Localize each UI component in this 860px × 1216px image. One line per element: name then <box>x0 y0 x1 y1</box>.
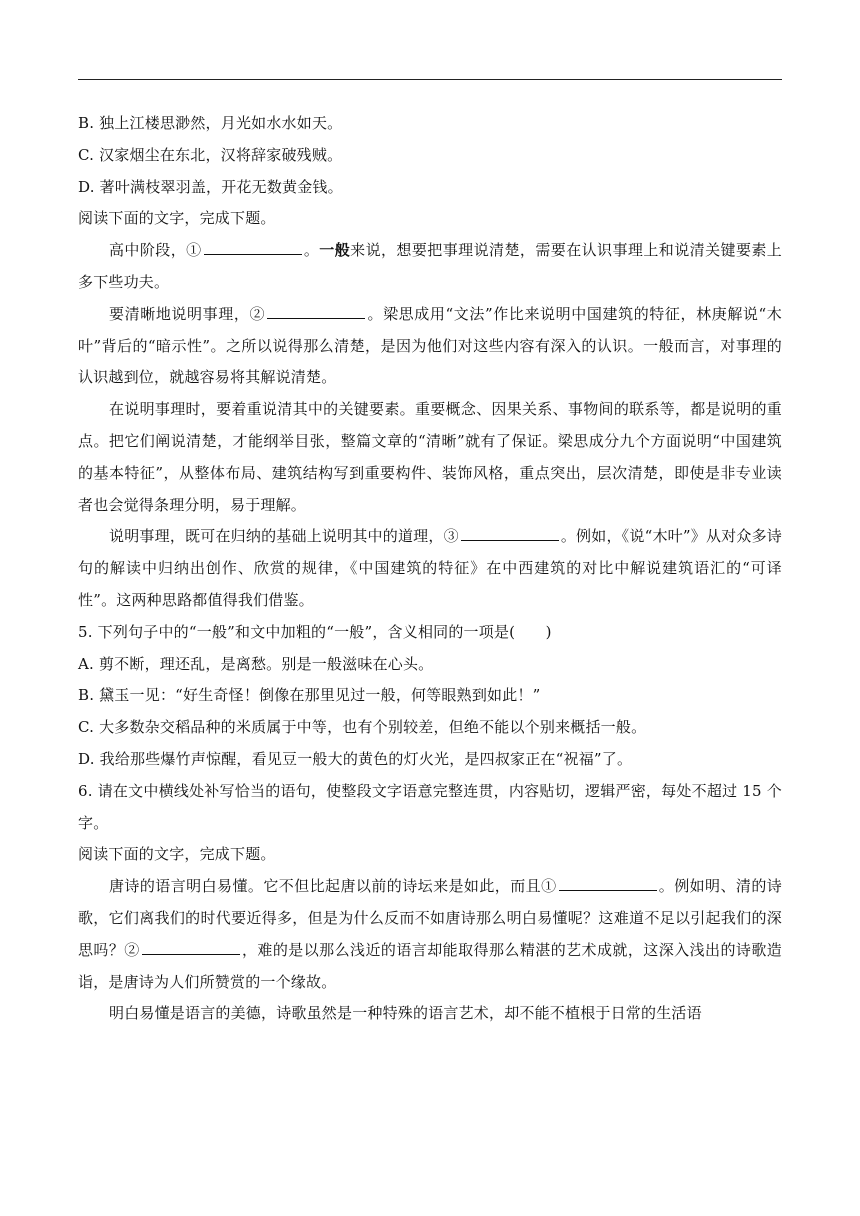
reading1-p2-text-b: 。梁思成用“文法”作比来说明中国建筑的特征，林庚解说“木叶”背后的“暗示性”。之所以说得那么清楚，是因为他们对这些内容有深入的认识。一般而言，对事理的认识越到位，就越容易将其解说清楚。 <box>78 304 782 387</box>
option-b-prev: B. 独上江楼思渺然，月光如水水如天。 <box>78 114 343 132</box>
header-rule <box>78 79 782 80</box>
reading1-p2-text-a: 要清晰地说明事理，② <box>109 304 266 323</box>
reading1-p4-text-a: 说明事理，既可在归纳的基础上说明其中的道理，③ <box>109 527 459 546</box>
blank-5[interactable] <box>142 940 240 955</box>
question-5-stem: 5. 下列句子中的“一般”和文中加粗的“一般”，含义相同的一项是( ) <box>78 622 552 641</box>
blank-3[interactable] <box>461 526 559 541</box>
blank-2[interactable] <box>267 304 365 319</box>
question-6-stem: 6. 请在文中横线处补写恰当的语句，使整段文字语意完整连贯，内容贴切，逻辑严密，每处不超过 15 个字。 <box>78 781 782 832</box>
reading2-p1-text-a: 唐诗的语言明白易懂。它不但比起唐以前的诗坛来是如此，而且① <box>109 877 557 896</box>
question-5-option-a: A. 剪不断，理还乱，是离愁。别是一般滋味在心头。 <box>78 654 434 673</box>
document-content <box>78 108 782 1030</box>
option-d-prev: D. 著叶满枝翠羽盖，开花无数黄金钱。 <box>78 177 343 196</box>
bold-yiban: 一般 <box>319 241 351 260</box>
reading1-intro: 阅读下面的文字，完成下题。 <box>78 209 276 228</box>
reading1-p1-text-a: 高中阶段，① <box>109 241 202 260</box>
blank-1[interactable] <box>204 240 302 255</box>
question-5-option-d: D. 我给那些爆竹声惊醒，看见豆一般大的黄色的灯火光，是四叔家正在“祝福”了。 <box>78 749 633 768</box>
reading2-paragraph-2: 明白易懂是语言的美德，诗歌虽然是一种特殊的语言艺术，却不能不植根于日常的生活语 <box>109 1004 702 1023</box>
reading2-p1-text-b: 。例如明、清的诗歌，它们离我们的时代要近得多，但是为什么反而不如唐诗那么明白易懂呢？这难道不足以引起我们的深思吗？② <box>78 877 782 959</box>
blank-4[interactable] <box>559 876 657 891</box>
reading1-paragraph-4 <box>78 521 782 616</box>
reading2-intro: 阅读下面的文字，完成下题。 <box>78 845 276 864</box>
option-c-prev: C. 汉家烟尘在东北，汉将辞家破残贼。 <box>78 145 343 164</box>
reading2-p1-text-c: ，难的是以那么浅近的语言却能取得那么精湛的艺术成就，这深入浅出的诗歌造诣，是唐诗为人们所赞赏的一个缘故。 <box>78 940 782 991</box>
question-5-option-c: C. 大多数杂交稻品种的米质属于中等，也有个别较差，但绝不能以个别来概括一般。 <box>78 718 647 737</box>
document-page <box>78 0 782 1216</box>
reading1-p1-text-b: 。 <box>303 241 320 260</box>
reading1-paragraph-1 <box>78 235 782 299</box>
reading1-p1-text-c: 来说，想要把事理说清楚，需要在认识事理上和说清关键要素上多下些功夫。 <box>78 241 783 291</box>
reading2-paragraph-1 <box>78 871 782 998</box>
reading1-p4-text-b: 。例如，《说“木叶”》从对众多诗句的解读中归纳出创作、欣赏的规律，《中国建筑的特征》在中西建筑的对比中解说建筑语汇的“可译性”。这两种思路都值得我们借鉴。 <box>78 527 782 609</box>
reading1-paragraph-2 <box>78 299 782 394</box>
reading1-paragraph-3: 在说明事理时，要着重说清其中的关键要素。重要概念、因果关系、事物间的联系等，都是说明的重点。把它们阐说清楚，才能纲举目张，整篇文章的“清晰”就有了保证。梁思成分九个方面说明“中国建筑的基本特征”，从整体布局、建筑结构写到重要构件、装饰风格，重点突出，层次清楚，即使是非专业读者也会觉得条理分明，易于理解。 <box>78 400 782 514</box>
question-5-option-b: B. 黛玉一见：“好生奇怪！倒像在那里见过一般，何等眼熟到如此！” <box>78 686 541 705</box>
